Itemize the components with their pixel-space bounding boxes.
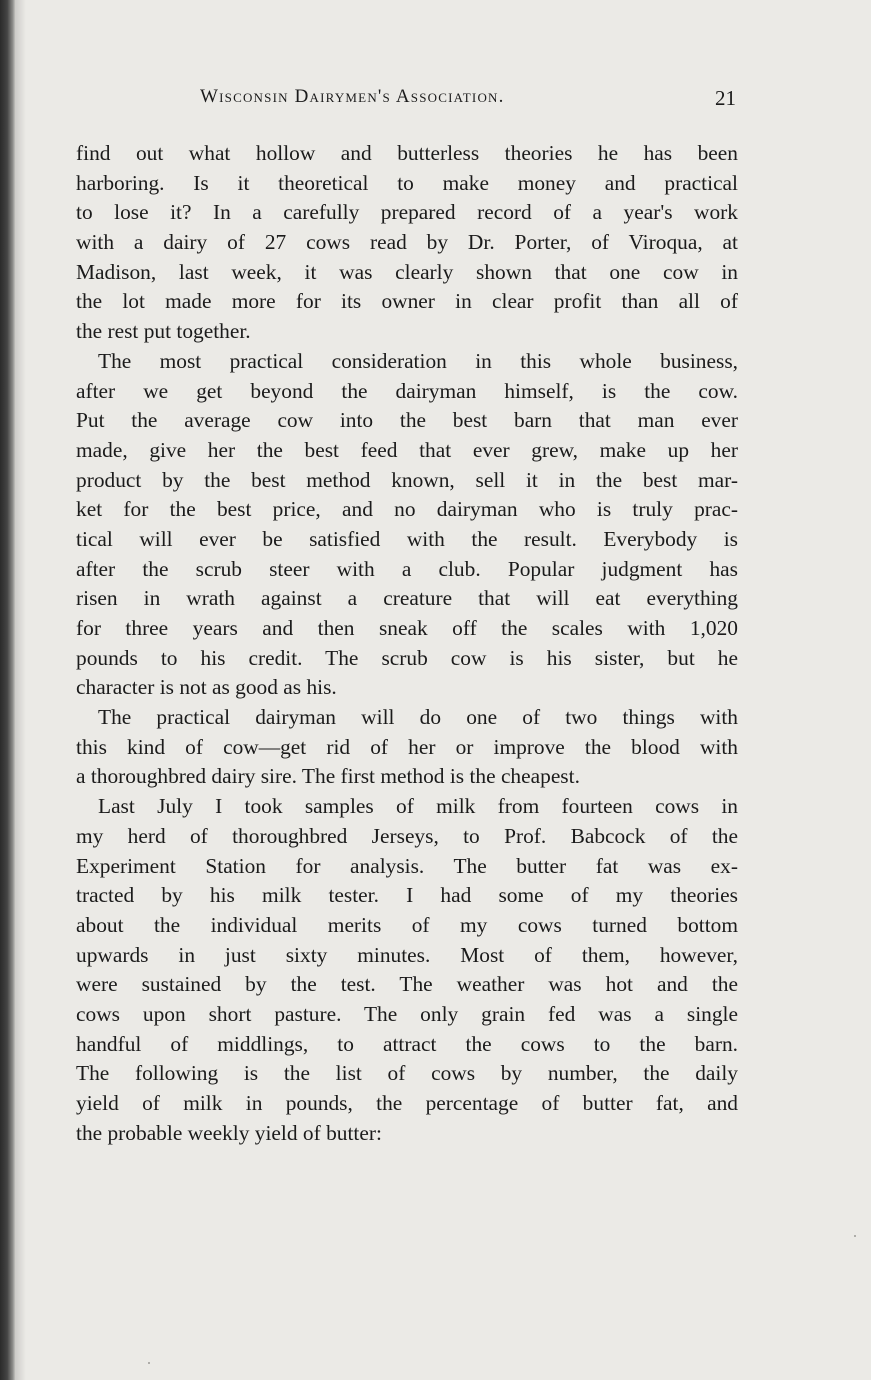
book-spine-shadow xyxy=(0,0,16,1380)
body-text xyxy=(76,139,738,1148)
text-line: product by the best method known, sell it in the best mar- xyxy=(76,467,738,492)
text-line: my herd of thoroughbred Jerseys, to Prof. Babcock of the xyxy=(76,823,738,848)
text-line: tical will ever be satisfied with the result. Everybody is xyxy=(76,526,738,551)
gutter-shadow xyxy=(16,0,26,1380)
text-line: Put the average cow into the best barn that man ever xyxy=(76,408,738,433)
page-number: 21 xyxy=(715,86,736,110)
text-line: to lose it? In a carefully prepared record of a year's work xyxy=(76,200,738,225)
text-line: tracted by his milk tester. I had some of my theories xyxy=(76,883,738,908)
text-line: pounds to his credit. The scrub cow is his sister, but he xyxy=(76,645,738,670)
text-line: The most practical consideration in this whole business, xyxy=(98,348,738,373)
text-line: this kind of cow—get rid of her or improve the blood with xyxy=(76,734,738,759)
page-header xyxy=(200,86,740,118)
text-line: Experiment Station for analysis. The butter fat was ex- xyxy=(76,853,738,878)
running-title: Wisconsin Dairymen's Association. xyxy=(200,86,505,107)
text-line: The practical dairyman will do one of two things with xyxy=(98,705,738,730)
text-line: the probable weekly yield of butter: xyxy=(76,1120,382,1145)
text-line: the lot made more for its owner in clear profit than all of xyxy=(76,289,738,314)
text-line: find out what hollow and butterless theories he has been xyxy=(76,141,738,165)
paper-speck xyxy=(148,1362,150,1364)
text-line: about the individual merits of my cows turned bottom xyxy=(76,912,738,937)
text-line: a thoroughbred dairy sire. The first method is the cheapest. xyxy=(76,764,580,789)
paragraph xyxy=(76,703,738,792)
text-line: yield of milk in pounds, the percentage of butter fat, and xyxy=(76,1091,738,1115)
text-line: for three years and then sneak off the scales with 1,020 xyxy=(76,616,738,640)
paragraph xyxy=(76,792,738,1148)
text-line: handful of middlings, to attract the cows to the barn. xyxy=(76,1031,738,1056)
text-line: were sustained by the test. The weather was hot and the xyxy=(76,972,738,997)
text-line: made, give her the best feed that ever grew, make up her xyxy=(76,437,738,462)
paragraph xyxy=(76,139,738,347)
text-line: with a dairy of 27 cows read by Dr. Porter, of Viroqua, at xyxy=(76,230,738,255)
text-line: Last July I took samples of milk from fourteen cows in xyxy=(98,794,738,819)
text-line: The following is the list of cows by number, the daily xyxy=(76,1061,738,1086)
text-line: character is not as good as his. xyxy=(76,675,337,700)
text-line: after we get beyond the dairyman himself, is the cow. xyxy=(76,378,738,403)
text-line: upwards in just sixty minutes. Most of them, however, xyxy=(76,942,738,967)
paper-speck xyxy=(854,1235,856,1237)
text-line: cows upon short pasture. The only grain fed was a single xyxy=(76,1001,738,1026)
text-line: ket for the best price, and no dairyman who is truly prac- xyxy=(76,497,738,522)
text-line: after the scrub steer with a club. Popular judgment has xyxy=(76,556,738,581)
paragraph xyxy=(76,347,738,703)
text-line: the rest put together. xyxy=(76,319,251,344)
text-line: harboring. Is it theoretical to make money and practical xyxy=(76,170,738,195)
text-line: Madison, last week, it was clearly shown that one cow in xyxy=(76,259,738,284)
text-line: risen in wrath against a creature that will eat everything xyxy=(76,586,738,611)
